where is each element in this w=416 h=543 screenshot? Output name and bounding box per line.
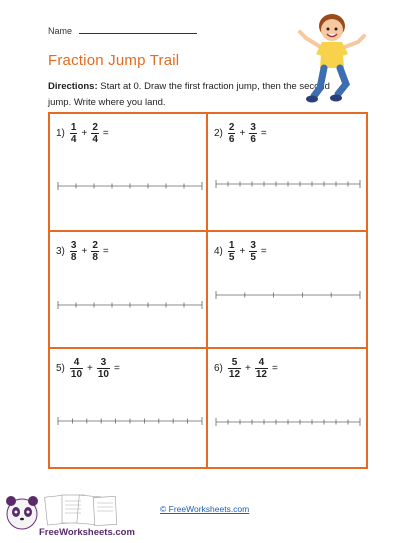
- name-field-row: [48, 25, 197, 36]
- fraction-b: [97, 357, 110, 380]
- fraction-b: [249, 240, 257, 263]
- numerator: 1: [228, 239, 235, 251]
- number-line[interactable]: [58, 181, 202, 191]
- numerator: 1: [70, 122, 77, 133]
- fraction-a: [70, 122, 78, 145]
- denominator: 5: [250, 251, 256, 263]
- denominator: 6: [228, 134, 235, 145]
- problem-cell: [50, 114, 208, 232]
- fraction-a: [228, 240, 236, 263]
- plus-sign: +: [81, 128, 88, 139]
- problem-number: 5): [56, 363, 65, 375]
- directions: [48, 79, 338, 111]
- problem-number: 2): [214, 128, 223, 139]
- equals-sign: =: [260, 245, 267, 257]
- fraction-a: [70, 357, 83, 380]
- numerator: 2: [92, 239, 98, 251]
- denominator: 6: [250, 134, 256, 145]
- numerator: 2: [228, 122, 235, 133]
- denominator: 8: [70, 251, 77, 263]
- numerator: 5: [231, 357, 238, 369]
- problem-cell: [208, 349, 366, 467]
- worksheet-title: Fraction Jump Trail: [48, 52, 180, 69]
- problem-number: 4): [214, 245, 223, 257]
- freeworksheets-logo: [2, 490, 152, 538]
- denominator: 8: [92, 251, 98, 263]
- number-line[interactable]: [216, 179, 360, 189]
- equals-sign: =: [102, 245, 109, 257]
- fraction-problem: [214, 122, 269, 145]
- plus-sign: +: [87, 363, 93, 375]
- numerator: 2: [92, 122, 98, 133]
- equals-sign: =: [272, 363, 278, 375]
- plus-sign: +: [245, 363, 251, 375]
- denominator: 12: [228, 369, 241, 381]
- problem-number: 3): [56, 245, 65, 257]
- problem-cell: [50, 232, 208, 350]
- fraction-b: [249, 122, 257, 145]
- denominator: 4: [92, 134, 98, 145]
- number-line[interactable]: [58, 416, 202, 426]
- name-label: Name: [48, 26, 73, 36]
- fraction-problem: [56, 122, 111, 145]
- fraction-problem: [56, 240, 111, 263]
- problem-cell: [50, 349, 208, 467]
- denominator: 12: [255, 369, 267, 381]
- denominator: 10: [97, 369, 109, 381]
- fraction-a: [70, 240, 78, 263]
- fraction-a: [228, 122, 236, 145]
- problem-number: 6): [214, 363, 223, 375]
- plus-sign: +: [239, 245, 246, 257]
- number-line[interactable]: [216, 417, 360, 427]
- problem-cell: [208, 114, 366, 232]
- fraction-problem: [214, 357, 280, 380]
- numerator: 3: [250, 239, 256, 251]
- jumping-kid-illustration: [296, 10, 368, 108]
- numerator: 4: [73, 357, 80, 369]
- number-line[interactable]: [216, 290, 360, 300]
- name-input-line[interactable]: [79, 25, 197, 34]
- denominator: 4: [70, 134, 77, 145]
- equals-sign: =: [102, 128, 109, 139]
- denominator: 10: [70, 369, 83, 381]
- problem-cell: [208, 232, 366, 350]
- numerator: 3: [70, 239, 77, 251]
- fraction-b: [91, 122, 99, 145]
- fraction-b: [91, 240, 99, 263]
- numerator: 3: [100, 357, 107, 369]
- numerator: 3: [250, 122, 256, 133]
- fraction-problem: [214, 240, 269, 263]
- directions-text: Start at 0. Draw the first fraction jump, then the second jump. Write where you land.: [48, 81, 330, 108]
- plus-sign: +: [239, 128, 246, 139]
- fraction-problem: [56, 357, 122, 380]
- plus-sign: +: [81, 245, 88, 257]
- site-link[interactable]: © FreeWorksheets.com: [160, 504, 250, 514]
- denominator: 5: [228, 251, 235, 263]
- directions-label: Directions:: [48, 81, 98, 92]
- fraction-b: [255, 357, 268, 380]
- problem-grid: [48, 112, 368, 469]
- problem-number: 1): [56, 128, 65, 139]
- equals-sign: =: [260, 128, 267, 139]
- numerator: 4: [258, 357, 265, 369]
- logo-text: FreeWorksheets.com: [39, 527, 135, 538]
- number-line[interactable]: [58, 300, 202, 310]
- equals-sign: =: [114, 363, 120, 375]
- fraction-a: [228, 357, 241, 380]
